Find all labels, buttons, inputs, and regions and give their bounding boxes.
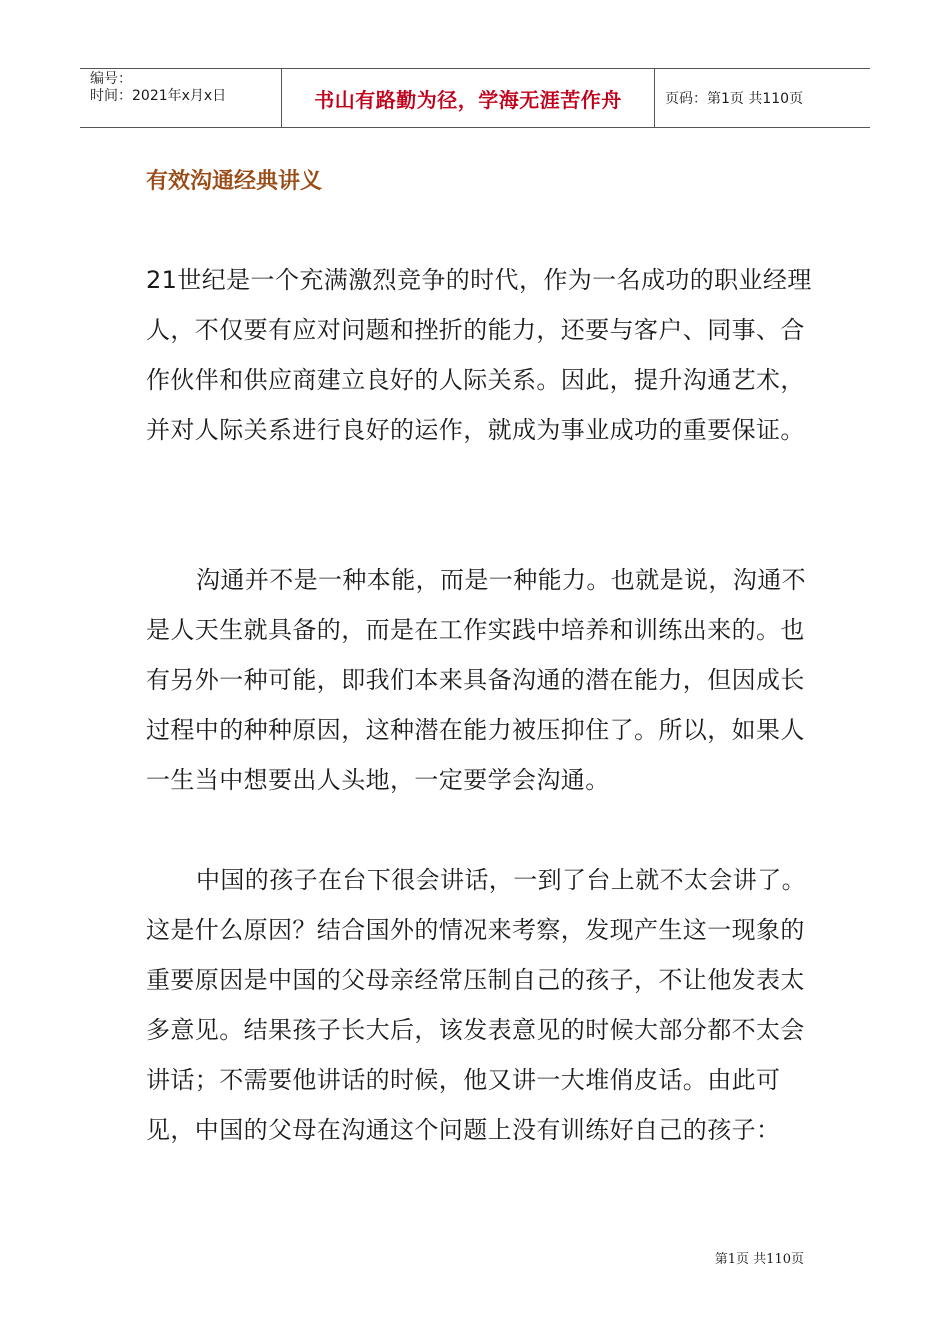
document-title: 有效沟通经典讲义 <box>146 168 323 194</box>
footer-page-indicator: 第1页 共110页 <box>714 1252 804 1267</box>
header-meta <box>80 69 282 127</box>
date-label: 时间：2021年x月x日 <box>90 88 227 104</box>
paragraph-1: 21世纪是一个充满激烈竞争的时代，作为一名成功的职业经理人，不仅要有应对问题和挫折的能力，还要与客户、同事、合作伙伴和供应商建立良好的人际关系。因此，提升沟通艺术，并对人际关系进行良好的运作，就成为事业成功的重要保证。 <box>146 266 812 444</box>
document-header <box>80 68 870 128</box>
serial-number-label: 编号： <box>90 71 132 87</box>
header-page-number: 页码：第1页 共110页 <box>665 91 804 107</box>
paragraph-2: 沟通并不是一种本能，而是一种能力。也就是说，沟通不是人天生就具备的，而是在工作实践中培养和训练出来的。也有另外一种可能，即我们本来具备沟通的潜在能力，但因成长过程中的种种原因，这种潜在能力被压抑住了。所以，如果人一生当中想要出人头地，一定要学会沟通。 <box>146 566 806 794</box>
header-motto: 书山有路勤为径，学海无涯苦作舟 <box>282 69 655 127</box>
paragraph-3: 中国的孩子在台下很会讲话，一到了台上就不太会讲了。这是什么原因？结合国外的情况来考察，发现产生这一现象的重要原因是中国的父母亲经常压制自己的孩子，不让他发表太多意见。结果孩子长大后，该发表意见的时候大部分都不太会讲话；不需要他讲话的时候，他又讲一大堆俏皮话。由此可见，中国的父母在沟通这个问题上没有训练好自己的孩子： <box>146 866 806 1144</box>
